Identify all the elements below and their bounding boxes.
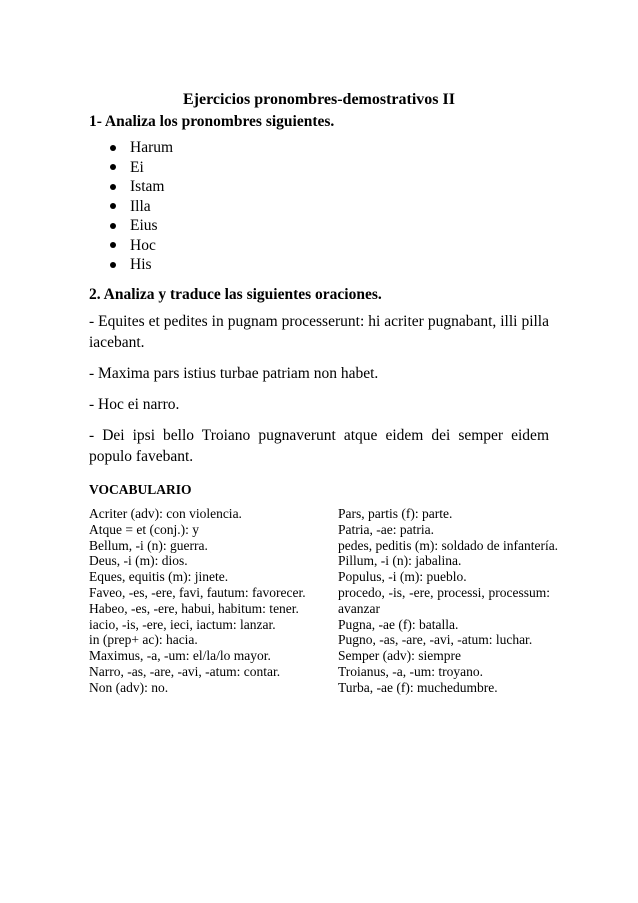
vocabulary-right-column <box>338 506 559 696</box>
vocab-entry: Habeo, -es, -ere, habui, habitum: tener. <box>89 600 299 616</box>
pronoun-list <box>107 138 173 275</box>
section-2-heading: 2. Analiza y traduce las siguientes oraciones. <box>89 286 382 303</box>
pronoun-text: Eius <box>130 217 158 234</box>
vocab-entry: Maximus, -a, -um: el/la/lo mayor. <box>89 648 271 664</box>
vocab-entry: Pugna, -ae (f): batalla. <box>338 616 459 632</box>
vocab-entry: iacio, -is, -ere, ieci, iactum: lanzar. <box>89 616 276 632</box>
vocab-entry: Acriter (adv): con violencia. <box>89 506 242 521</box>
bullet-icon <box>110 164 116 170</box>
bullet-icon <box>110 145 116 151</box>
bullet-icon <box>110 223 116 229</box>
vocab-entry: pedes, peditis (m): soldado de infantería. <box>338 537 559 553</box>
vocab-entry: Turba, -ae (f): muchedumbre. <box>338 679 498 695</box>
vocab-entry: Deus, -i (m): dios. <box>89 553 188 569</box>
pronoun-text: Ei <box>130 158 144 176</box>
list-item <box>107 138 173 158</box>
sentence: - Dei ipsi bello Troiano pugnaverunt atque eidem dei semper eidem populo favebant. <box>89 427 549 465</box>
vocab-entry: avanzar <box>338 600 380 616</box>
list-item <box>107 197 173 217</box>
vocabulary-title: VOCABULARIO <box>89 482 192 497</box>
bullet-icon <box>110 184 116 190</box>
list-item <box>107 255 173 275</box>
pronoun-text: Illa <box>130 197 151 215</box>
vocab-entry: Non (adv): no. <box>89 679 169 695</box>
pronoun-text: Hoc <box>130 236 156 254</box>
vocab-entry: in (prep+ ac): hacia. <box>89 632 198 648</box>
vocab-entry: Populus, -i (m): pueblo. <box>338 569 467 585</box>
pronoun-text: Istam <box>130 178 165 195</box>
vocab-entry: Narro, -as, -are, -avi, -atum: contar. <box>89 663 281 679</box>
vocab-entry: Pillum, -i (n): jabalina. <box>338 553 462 569</box>
vocab-entry: procedo, -is, -ere, processi, processum: <box>338 584 550 600</box>
pronoun-text: Harum <box>130 139 174 156</box>
list-item <box>107 236 173 256</box>
list-item <box>107 177 173 197</box>
sentence: - Equites et pedites in pugnam processerunt: hi acriter pugnabant, illi pilla iacebant. <box>89 313 549 351</box>
document-title: Ejercicios pronombres-demostrativos II <box>183 91 455 108</box>
vocab-entry: Patria, -ae: patria. <box>338 521 434 537</box>
vocab-entry: Atque = et (conj.): y <box>89 521 199 537</box>
bullet-icon <box>110 203 116 209</box>
vocab-entry: Troianus, -a, -um: troyano. <box>338 663 483 679</box>
list-item <box>107 216 173 236</box>
vocabulary-left-column <box>89 506 334 696</box>
bullet-icon <box>110 262 116 268</box>
section-1-heading: 1- Analiza los pronombres siguientes. <box>89 113 335 130</box>
vocab-entry: Pars, partis (f): parte. <box>338 506 453 521</box>
sentence: - Hoc ei narro. <box>89 396 180 413</box>
bullet-icon <box>110 242 116 248</box>
list-item <box>107 158 173 178</box>
vocab-entry: Eques, equitis (m): jinete. <box>89 569 229 585</box>
vocab-entry: Faveo, -es, -ere, favi, fautum: favorecer. <box>89 584 306 600</box>
sentence: - Maxima pars istius turbae patriam non habet. <box>89 365 379 382</box>
vocab-entry: Bellum, -i (n): guerra. <box>89 537 208 553</box>
vocab-entry: Pugno, -as, -are, -avi, -atum: luchar. <box>338 632 533 648</box>
pronoun-text: His <box>130 256 152 273</box>
vocab-entry: Semper (adv): siempre <box>338 648 461 664</box>
sentence-list <box>89 311 549 477</box>
